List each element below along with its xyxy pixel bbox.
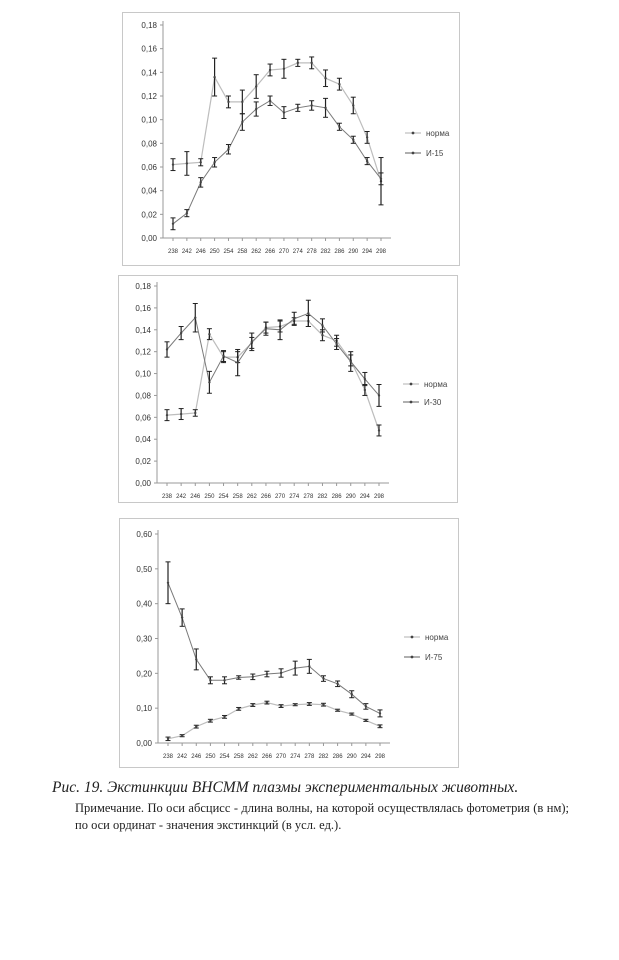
x-tick-label: 250 [205, 754, 216, 760]
data-point [167, 738, 169, 740]
data-point [167, 582, 169, 584]
x-tick-label: 290 [348, 249, 359, 255]
figure-note: Примечание. По оси абсцисс - длина волны, на которой осуществлялась фотометрия (в нм); по оси ординат - значения экстинкций (в усл. ед.). [75, 801, 569, 832]
data-point [324, 107, 326, 109]
y-tick-label: 0,08 [135, 391, 151, 401]
x-tick-label: 270 [275, 494, 286, 500]
data-point [252, 704, 254, 706]
data-point [195, 725, 197, 727]
chart-i15-svg [123, 13, 459, 265]
chart-i75 [119, 518, 459, 768]
x-tick-label: 262 [247, 754, 258, 760]
data-point [366, 160, 368, 162]
x-tick-label: 294 [360, 754, 371, 760]
data-point [166, 414, 168, 416]
legend-marker [410, 401, 413, 404]
legend-marker [412, 152, 415, 155]
y-tick-label: 0,40 [136, 599, 152, 609]
data-point [378, 394, 380, 396]
series-line-norma [167, 321, 379, 431]
y-tick-label: 0,18 [141, 21, 157, 30]
data-point [283, 111, 285, 113]
y-tick-label: 0,12 [135, 347, 151, 357]
y-tick-label: 0,12 [141, 92, 157, 101]
x-tick-label: 242 [176, 494, 187, 500]
legend-marker [411, 656, 414, 659]
data-point [200, 181, 202, 183]
x-tick-label: 290 [346, 754, 357, 760]
legend-label: И-30 [424, 398, 442, 407]
data-point [195, 658, 197, 660]
series-line-test [168, 583, 380, 714]
data-point [209, 679, 211, 681]
data-point [338, 126, 340, 128]
y-tick-label: 0,02 [135, 457, 151, 467]
legend-label: И-75 [425, 653, 443, 662]
x-tick-label: 238 [167, 249, 179, 255]
y-tick-label: 0,06 [135, 413, 151, 423]
y-tick-label: 0,00 [136, 739, 152, 748]
data-point [280, 672, 282, 674]
data-point [186, 212, 188, 214]
data-point [227, 148, 229, 150]
data-point [200, 161, 202, 163]
x-tick-label: 286 [331, 494, 342, 500]
data-point [338, 83, 340, 85]
data-point [294, 703, 296, 705]
data-point [321, 334, 323, 336]
x-tick-label: 238 [161, 494, 173, 500]
x-tick-label: 274 [292, 249, 303, 255]
data-point [365, 705, 367, 707]
legend-marker [412, 132, 415, 135]
y-tick-label: 0,06 [141, 163, 157, 172]
data-point [378, 429, 380, 431]
x-tick-label: 278 [303, 494, 314, 500]
data-point [252, 676, 254, 678]
x-tick-label: 298 [373, 494, 385, 500]
x-tick-label: 278 [306, 249, 317, 255]
data-point [241, 101, 243, 103]
y-tick-label: 0,10 [141, 115, 157, 125]
x-tick-label: 270 [278, 249, 289, 255]
chart-i75-svg [120, 519, 458, 767]
data-point [255, 108, 257, 110]
data-point [213, 161, 215, 163]
data-point [379, 712, 381, 714]
data-point [209, 720, 211, 722]
data-point [293, 318, 295, 320]
data-point [310, 62, 312, 64]
y-tick-label: 0,14 [135, 325, 151, 335]
y-tick-label: 0,30 [136, 634, 152, 644]
x-tick-label: 246 [191, 754, 202, 760]
y-tick-label: 0,14 [141, 68, 157, 78]
data-point [194, 317, 196, 319]
data-point [181, 616, 183, 618]
x-tick-label: 298 [374, 754, 386, 760]
data-point [227, 101, 229, 103]
x-tick-label: 258 [232, 494, 243, 500]
data-point [297, 107, 299, 109]
x-tick-label: 286 [332, 754, 343, 760]
x-tick-label: 262 [251, 249, 262, 255]
y-tick-label: 0,04 [135, 435, 151, 445]
data-point [266, 701, 268, 703]
x-tick-label: 258 [233, 754, 244, 760]
y-tick-label: 0,16 [141, 44, 157, 54]
x-tick-label: 290 [345, 494, 356, 500]
data-point [283, 68, 285, 70]
data-point [308, 703, 310, 705]
x-tick-label: 254 [219, 754, 230, 760]
data-point [279, 329, 281, 331]
data-point [269, 100, 271, 102]
data-point [208, 333, 210, 335]
data-point [351, 713, 353, 715]
series-line-norma [173, 63, 381, 181]
y-tick-label: 0,00 [141, 234, 157, 243]
x-tick-label: 250 [204, 494, 215, 500]
x-tick-label: 254 [218, 494, 229, 500]
y-tick-label: 0,02 [141, 210, 157, 220]
x-tick-label: 294 [362, 249, 373, 255]
x-tick-label: 266 [260, 494, 271, 500]
x-tick-label: 282 [320, 249, 331, 255]
data-point [294, 667, 296, 669]
data-point [237, 708, 239, 710]
data-point [351, 693, 353, 695]
y-tick-label: 0,20 [136, 669, 152, 679]
x-tick-label: 274 [290, 754, 301, 760]
series-line-norma [168, 703, 380, 739]
y-tick-label: 0,60 [136, 530, 152, 539]
data-point [364, 389, 366, 391]
data-point [350, 360, 352, 362]
x-tick-label: 262 [246, 494, 257, 500]
data-point [213, 76, 215, 78]
data-point [297, 62, 299, 64]
chart-i30-svg [119, 276, 457, 502]
data-point [241, 121, 243, 123]
y-tick-label: 0,00 [135, 479, 151, 488]
data-point [280, 705, 282, 707]
x-tick-label: 258 [237, 249, 248, 255]
x-tick-label: 266 [261, 754, 272, 760]
data-point [166, 348, 168, 350]
data-point [321, 324, 323, 326]
data-point [322, 703, 324, 705]
series-line-test [167, 313, 379, 395]
x-tick-label: 246 [195, 249, 206, 255]
y-tick-label: 0,18 [135, 282, 151, 291]
data-point [324, 77, 326, 79]
data-point [223, 679, 225, 681]
y-tick-label: 0,10 [136, 704, 152, 714]
data-point [172, 163, 174, 165]
x-tick-label: 278 [304, 754, 315, 760]
data-point [322, 677, 324, 679]
data-point [352, 104, 354, 106]
legend-label: норма [425, 633, 449, 642]
legend-label: И-15 [426, 149, 444, 158]
data-point [307, 312, 309, 314]
data-point [172, 223, 174, 225]
y-tick-label: 0,04 [141, 186, 157, 196]
data-point [310, 104, 312, 106]
data-point [269, 69, 271, 71]
data-point [308, 665, 310, 667]
y-tick-label: 0,10 [135, 369, 151, 379]
data-point [265, 327, 267, 329]
y-tick-label: 0,50 [136, 564, 152, 574]
data-point [237, 676, 239, 678]
chart-i15 [122, 12, 460, 266]
x-tick-label: 254 [223, 249, 234, 255]
data-point [236, 361, 238, 363]
data-point [336, 709, 338, 711]
data-point [380, 178, 382, 180]
data-point [181, 734, 183, 736]
data-point [379, 725, 381, 727]
x-tick-label: 242 [177, 754, 188, 760]
data-point [365, 719, 367, 721]
chart-i30 [118, 275, 458, 503]
x-tick-label: 266 [265, 249, 276, 255]
x-tick-label: 294 [359, 494, 370, 500]
data-point [364, 378, 366, 380]
data-point [335, 343, 337, 345]
legend-label: норма [426, 129, 450, 138]
x-tick-label: 270 [276, 754, 287, 760]
x-tick-label: 282 [318, 754, 329, 760]
data-point [222, 355, 224, 357]
data-point [186, 162, 188, 164]
legend-marker [411, 636, 414, 639]
x-tick-label: 286 [334, 249, 345, 255]
legend-label: норма [424, 380, 448, 389]
data-point [366, 136, 368, 138]
data-point [255, 85, 257, 87]
data-point [208, 381, 210, 383]
legend-marker [410, 383, 413, 386]
data-point [194, 412, 196, 414]
x-tick-label: 298 [375, 249, 387, 255]
x-tick-label: 282 [317, 494, 328, 500]
figure-caption: Рис. 19. Экстинкции ВНСММ плазмы экспериментальных животных. [52, 779, 519, 796]
x-tick-label: 246 [190, 494, 201, 500]
data-point [180, 332, 182, 334]
y-tick-label: 0,08 [141, 139, 157, 149]
x-tick-label: 250 [209, 249, 220, 255]
data-point [336, 683, 338, 685]
y-tick-label: 0,16 [135, 303, 151, 313]
x-tick-label: 238 [162, 754, 174, 760]
series-line-test [173, 101, 381, 224]
data-point [266, 673, 268, 675]
x-tick-label: 274 [289, 494, 300, 500]
data-point [223, 716, 225, 718]
data-point [180, 413, 182, 415]
data-point [352, 139, 354, 141]
data-point [251, 341, 253, 343]
x-tick-label: 242 [181, 249, 192, 255]
